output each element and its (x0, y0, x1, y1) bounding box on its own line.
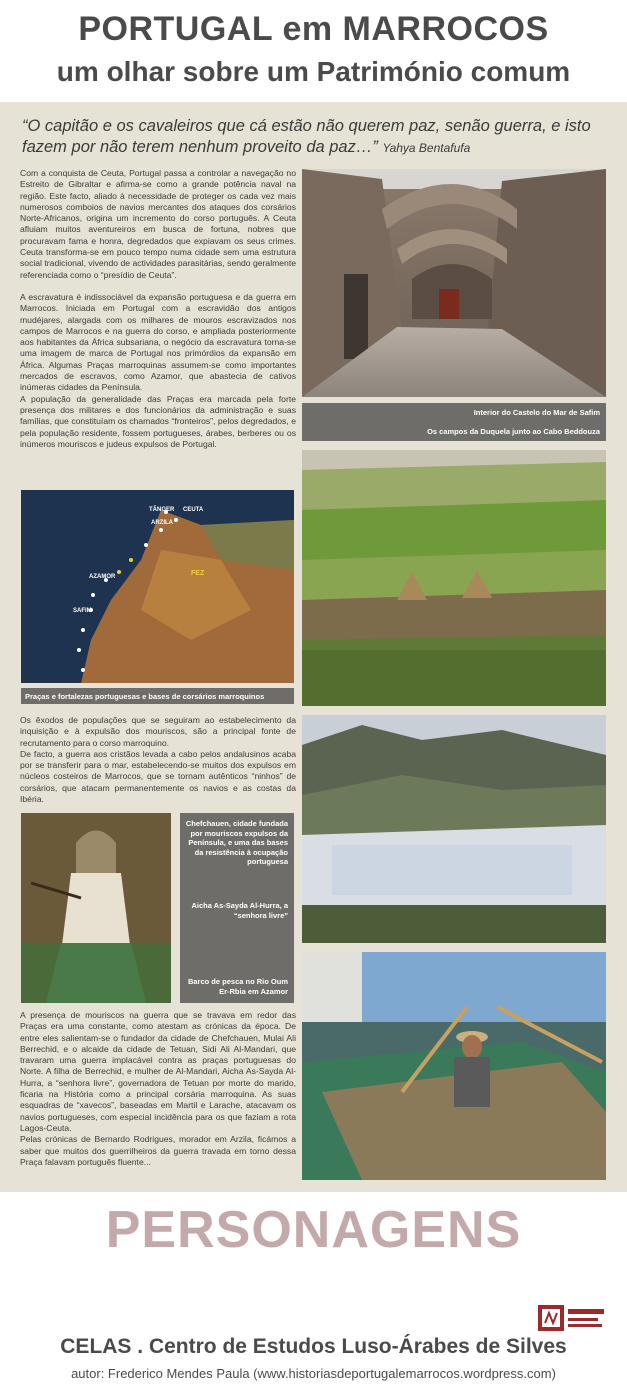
paragraph: Com a conquista de Ceuta, Portugal passa a controlar a navegação no Estreito de Gibraltar e afirma-se como a grande potência naval na região. Este facto, aliado à necessidade de proteger os cada vez mais numerosos comboios de navios mercantes dos ataques dos corsários Norte-Africanos, origina um incremento do corso português. A Ceuta afluiam muitos aventureiros em busca de fortuna, nobres que procuravam fama e honra, degredados que expiavam os seus crimes. Ceuta transforma-se em pouco tempo numa cidade sem uma estrutura social tradicional, vivendo de actividades parasitárias, sendo geralmente referenciada como o “presídio de Ceuta”. (20, 168, 296, 280)
quote-author: Yahya Bentafufa (382, 141, 471, 155)
characters-caption-box (180, 813, 294, 1003)
text-block-3 (20, 1010, 296, 1168)
aicha-caption: Aicha As-Sayda Al-Hurra, a “senhora livre” (191, 901, 288, 920)
quote-text: “O capitão e os cavaleiros que cá estão não querem paz, senão guerra, e isto fazem por não terem nenhum proveito da paz…” (22, 117, 591, 156)
paragraph: De facto, a guerra aos cristãos levada a cabo pelos andalusinos acaba por se transferir para o mar, estabelecendo-se muitos dos expulsos em núcleos costeiros de Marrocos, que se tornam autênticos “ninhos” de corsários, que atacam permanentemente os navios e as costas da Ibéria. (20, 748, 296, 805)
chefchauen-caption: Chefchauen, cidade fundada por mouriscos expulsos da Península, e uma das bases da resistência à ocupação portuguesa (185, 819, 288, 866)
quote (22, 116, 612, 159)
boat-photo (302, 952, 606, 1180)
fields-photo (302, 450, 606, 706)
text-block-1 (20, 168, 296, 450)
paragraph: A presença de mouriscos na guerra que se travava em redor das Praças era uma constante, como atestam as crónicas da época. De entre eles salientam-se o fundador da cidade de Chefchauen, Mulai Ali Berrechid, e o alcaide da cidade de Tetuan, Sidi Ali Al-Mandari, que travaram uma guerra implacável contra as praças portuguesas do Norte. A filha de Berrechid, e mulher de Al-Mandari, Aicha As-Sayda Al-Hurra, a “senhora livre”, governadora de Tetuan por morte do marido, ficaria na História como a principal corsária marroquina. As suas esquadras de “xavecos”, baseadas em Martil e Larache, atacavam os navios portugueses, com especial incidência para os que faziam a rota Lagos-Ceuta. (20, 1010, 296, 1133)
map-label-ceuta: CEUTA (183, 507, 204, 513)
section-title: PERSONAGENS (105, 1201, 522, 1259)
castle-photo (302, 169, 606, 397)
map-label-safim: SAFIM (73, 608, 92, 614)
map-label-fez: FEZ (191, 570, 205, 577)
castle-caption-box (302, 403, 606, 441)
paragraph: Pelas crónicas de Bernardo Rodrigues, morador em Arzila, ficámos a saber que muitos dos guerrilheiros da guerra travada em torno dessa Praça falavam português fluente... (20, 1134, 296, 1167)
map-label-tanger: TÂNGER (149, 507, 175, 513)
paragraph: A escravatura é indissociável da expansão portuguesa e da guerra em Marrocos. Iniciada em Portugal com a escravidão dos antigos mudéjares, alargada com os milhares de mouros escravizados nos campos de Marrocos e na guerra do corso, e ampliada posteriormente aos habitantes da África subsariana, o negócio da escravatura torna-se uma imagem de marca de Portugal nos primórdios da expansão em África. Algumas Praças marroquinas assumem-se como importantes mercados de escravos, como Azamor, que abastecia de cativos inúmeras cidades da Península. (20, 291, 296, 393)
map-caption: Praças e fortalezas portuguesas e bases de corsários marroquinos (25, 692, 265, 701)
paragraph: A população da generalidade das Praças era marcada pela forte presença dos militares e dos funcionários da administração e suas famílias, que constituíam os chamados “fronteiros”, pelos degredados, e pela população residente, fossem portugueses, árabes, berberes ou os inúmeros mouriscos e judeus expulsos de Portugal. (20, 393, 296, 449)
castle-caption: Interior do Castelo do Mar de Safim (473, 408, 600, 417)
page-subtitle: um olhar sobre um Património comum (56, 56, 571, 87)
paragraph: Os êxodos de populações que se seguiram ao estabelecimento da inquisição e à expulsão dos mouriscos, são a principal fonte de recrutamento para o corso marroquino. (20, 715, 296, 748)
map-label-azamor: AZAMOR (89, 574, 116, 580)
map-image (21, 490, 294, 683)
page-title: PORTUGAL em MARROCOS (78, 10, 549, 48)
boat-caption: Barco de pesca no Rio Oum Er-Rbia em Azamor (187, 977, 288, 996)
chefchauen-photo (302, 715, 606, 943)
aicha-portrait (21, 813, 171, 1003)
author-credit: autor: Frederico Mendes Paula (www.historiasdeportugalemarrocos.wordpress.com) (71, 1366, 556, 1381)
celas-logo (538, 1301, 606, 1333)
fields-caption: Os campos da Duquela junto ao Cabo Beddouza (427, 427, 600, 436)
map-caption-box (21, 688, 294, 704)
organization-name: CELAS . Centro de Estudos Luso-Árabes de Silves (60, 1335, 567, 1358)
text-block-2 (20, 715, 296, 805)
map-label-arzila: ARZILA (151, 520, 173, 526)
